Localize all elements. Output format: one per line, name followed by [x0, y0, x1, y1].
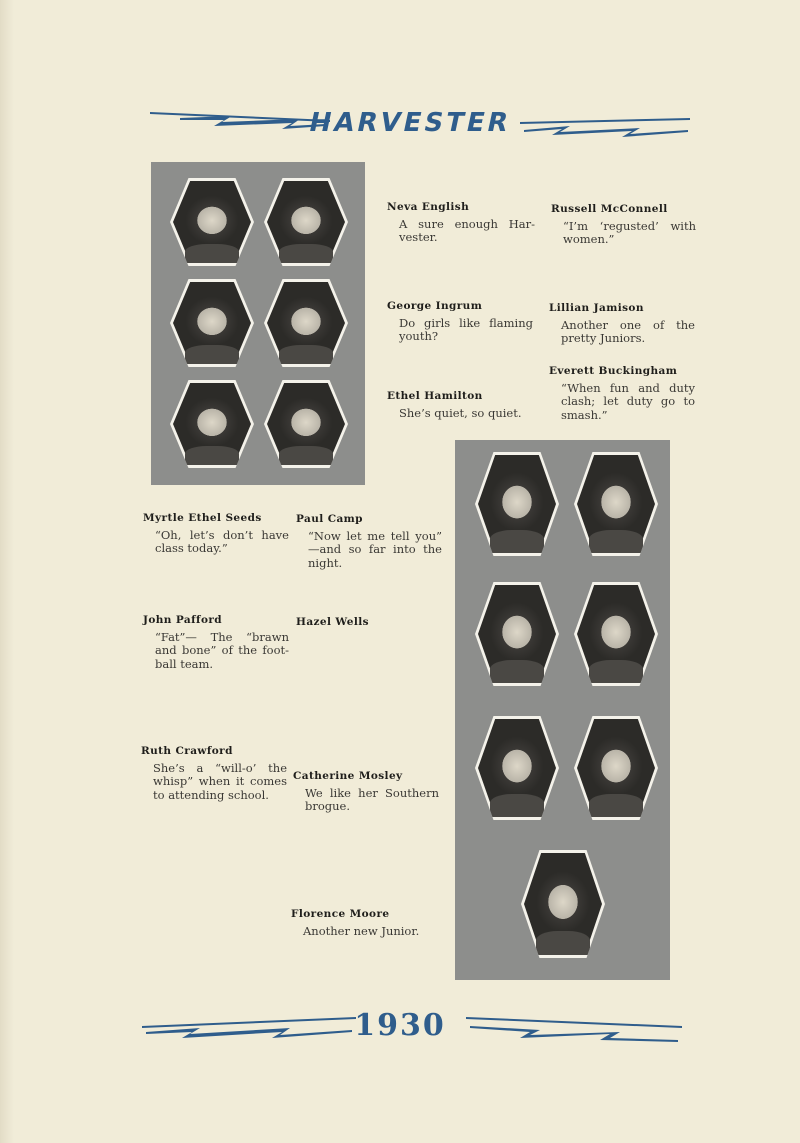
portrait-photo-paul-camp: [574, 452, 658, 556]
student-name: Ethel Hamilton: [387, 390, 483, 402]
student-name: Myrtle Ethel Seeds: [143, 512, 262, 524]
portrait-photo-florence-moore: [521, 850, 605, 958]
portrait-photo-john-pafford: [475, 582, 559, 686]
portrait-photo-russell-mcconnell: [264, 178, 348, 266]
entry-ruth-crawford: [141, 745, 287, 802]
student-name: Neva English: [387, 201, 470, 213]
entry-lillian-jamison: [549, 302, 695, 346]
portrait-photo-everett-buckingham: [264, 380, 348, 468]
entry-george-ingrum: [387, 300, 533, 344]
student-name: George Ingrum: [387, 300, 483, 312]
portrait-photo-myrtle-ethel-seeds: [475, 452, 559, 556]
portrait-photo-catherine-mosley: [574, 716, 658, 820]
entry-florence-moore: [291, 908, 437, 938]
entry-myrtle-ethel-seeds: [143, 512, 289, 556]
portrait-photo-neva-english: [170, 178, 254, 266]
student-quote: “Fat”— The “brawn and bone” of the foot-ball team.: [155, 629, 289, 671]
student-quote: Another new Junior.: [303, 923, 420, 938]
photo-panel-bottom: [455, 440, 670, 980]
page-binding-edge: [0, 0, 14, 1143]
portrait-photo-ethel-hamilton: [170, 380, 254, 468]
student-quote: A sure enough Har-vester.: [399, 216, 535, 244]
student-quote: We like her Southern brogue.: [305, 785, 439, 813]
entry-ethel-hamilton: [387, 390, 533, 420]
entry-hazel-wells: [296, 616, 442, 633]
student-quote: “Oh, let’s don’t have class today.”: [155, 527, 289, 555]
student-name: Paul Camp: [296, 513, 363, 525]
header-banner: [0, 108, 800, 140]
student-name: Russell McConnell: [551, 203, 668, 215]
entry-everett-buckingham: [549, 365, 695, 422]
student-name: Lillian Jamison: [549, 302, 644, 314]
student-quote: She’s quiet, so quiet.: [399, 405, 522, 420]
student-name: Catherine Mosley: [293, 770, 403, 782]
student-quote: Another one of the pretty Juniors.: [561, 317, 695, 345]
student-name: Ruth Crawford: [141, 745, 233, 757]
student-quote: She’s a “will-o’ the whisp” when it comes to attending school.: [153, 760, 287, 802]
entry-catherine-mosley: [293, 770, 439, 814]
portrait-photo-lillian-jamison: [264, 279, 348, 367]
entry-neva-english: [387, 201, 535, 245]
student-quote: “I’m ‘regusted’ with women.”: [563, 218, 696, 246]
student-quote: “Now let me tell you” —and so far into the night.: [308, 528, 442, 570]
portrait-photo-george-ingrum: [170, 279, 254, 367]
footer-banner: [0, 1008, 800, 1046]
header-title: HARVESTER: [306, 108, 514, 138]
entry-paul-camp: [296, 513, 442, 570]
student-quote: Do girls like flaming youth?: [399, 315, 533, 343]
student-name: Hazel Wells: [296, 616, 369, 628]
student-quote: “When fun and duty clash; let duty go to smash.”: [561, 380, 695, 422]
student-name: John Pafford: [143, 614, 223, 626]
entry-john-pafford: [143, 614, 289, 671]
footer-year: 1930: [354, 1008, 446, 1043]
student-name: Everett Buckingham: [549, 365, 678, 377]
photo-panel-top: [151, 162, 365, 485]
entry-russell-mcconnell: [551, 203, 696, 247]
student-name: Florence Moore: [291, 908, 390, 920]
portrait-photo-ruth-crawford: [475, 716, 559, 820]
portrait-photo-hazel-wells: [574, 582, 658, 686]
